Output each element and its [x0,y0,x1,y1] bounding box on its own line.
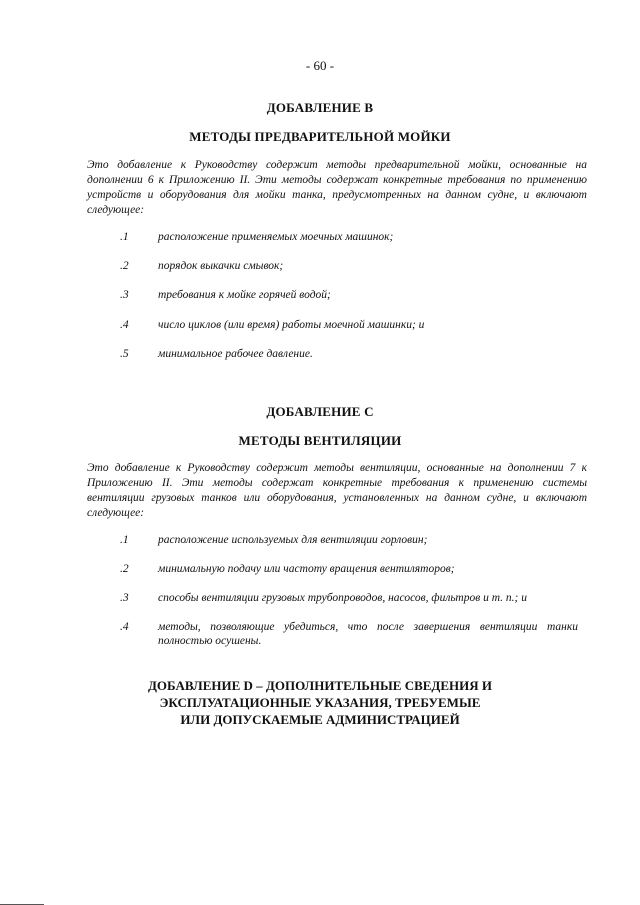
appendix-b-heading: ДОБАВЛЕНИЕ B [266,100,374,115]
list-item-text: минимальное рабочее давление. [158,348,313,360]
list-item-number: .1 [120,231,129,243]
list-item-number: .4 [120,319,129,331]
appendix-c-heading: ДОБАВЛЕНИЕ C [266,404,374,419]
appendix-d-heading-line-2: ЭКСПЛУАТАЦИОННЫЕ УКАЗАНИЯ, ТРЕБУЕМЫЕ [159,695,481,710]
list-item [120,259,580,273]
list-item-number: .1 [120,534,129,546]
appendix-d-heading-line-3: ИЛИ ДОПУСКАЕМЫЕ АДМИНИСТРАЦИЕЙ [180,712,460,727]
appendix-d-heading [0,677,640,728]
list-item-text: требования к мойке горячей водой; [158,289,331,301]
list-item [120,562,580,576]
list-item-number: .4 [120,621,129,633]
list-item [120,347,580,361]
list-item-number: .3 [120,289,129,301]
list-item-text: расположение применяемых моечных машинок; [158,231,394,243]
list-item-text: расположение используемых для вентиляции горловин; [158,534,428,546]
page-number: - 60 - [305,58,335,73]
list-item-text: порядок выкачки смывок; [158,260,284,272]
list-item-text: минимальную подачу или частоту вращения вентиляторов; [158,563,455,575]
list-item [120,230,580,244]
list-item-number: .2 [120,260,129,272]
list-item-number: .2 [120,563,129,575]
list-item [120,533,580,547]
appendix-d-heading-line-1: ДОБАВЛЕНИЕ D – ДОПОЛНИТЕЛЬНЫЕ СВЕДЕНИЯ И [147,678,493,693]
list-item-number: .5 [120,348,129,360]
list-item-text: методы, позволяющие убедиться, что после завершения вентиляции танки полностью осушены. [158,621,578,647]
list-item-number: .3 [120,592,129,604]
list-item [120,620,580,648]
list-item [120,318,580,332]
list-item [120,591,580,605]
appendix-b-title: МЕТОДЫ ПРЕДВАРИТЕЛЬНОЙ МОЙКИ [189,129,451,144]
appendix-c-title: МЕТОДЫ ВЕНТИЛЯЦИИ [238,433,402,448]
list-item-text: число циклов (или время) работы моечной машинки; и [158,319,425,331]
list-item-text: способы вентиляции грузовых трубопроводов, насосов, фильтров и т. п.; и [158,592,527,604]
appendix-b-intro: Это добавление к Руководству содержит методы предварительной мойки, основанные на дополнении 6 к Приложению II. Эти методы содержат конкретные требования по применению устройств и оборудования для мойки танка, предусмотренных на данном судне, и включают следующее: [87,159,587,216]
list-item [120,288,580,302]
appendix-c-intro: Это добавление к Руководству содержит методы вентиляции, основанные на дополнении 7 к Приложению II. Эти методы содержат конкретные требования к применению системы вентиляции грузовых танков или оборудования, установленных на данном судне, и включают следующее: [87,462,587,519]
